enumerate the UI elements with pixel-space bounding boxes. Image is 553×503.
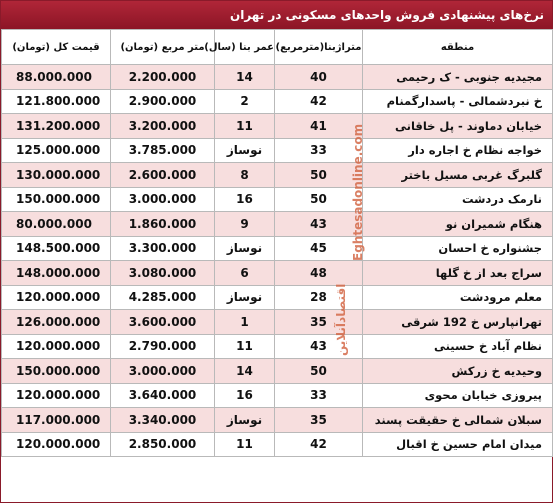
table-row xyxy=(2,114,553,139)
cell-price-per-m2: 4.285.000 xyxy=(111,285,215,310)
cell-area: 41 xyxy=(275,114,363,139)
cell-age: 11 xyxy=(215,114,275,139)
table-row xyxy=(2,408,553,433)
cell-region: نارمک دردشت xyxy=(363,187,553,212)
table-row xyxy=(2,187,553,212)
cell-area: 35 xyxy=(275,408,363,433)
table-row xyxy=(2,212,553,237)
cell-price-per-m2: 2.600.000 xyxy=(111,163,215,188)
cell-age: نوساز xyxy=(215,236,275,261)
cell-region: معلم مرودشت xyxy=(363,285,553,310)
cell-age: 8 xyxy=(215,163,275,188)
cell-price-per-m2: 3.600.000 xyxy=(111,310,215,335)
table-row xyxy=(2,310,553,335)
cell-total-price: 125.000.000 xyxy=(2,138,111,163)
header-region: منطقه xyxy=(363,30,553,65)
cell-price-per-m2: 1.860.000 xyxy=(111,212,215,237)
table-row xyxy=(2,65,553,90)
header-row xyxy=(2,30,553,65)
cell-age: 14 xyxy=(215,359,275,384)
cell-price-per-m2: 3.340.000 xyxy=(111,408,215,433)
cell-area: 43 xyxy=(275,334,363,359)
cell-region: جشنواره خ احسان xyxy=(363,236,553,261)
cell-age: نوساز xyxy=(215,408,275,433)
cell-area: 42 xyxy=(275,89,363,114)
cell-area: 33 xyxy=(275,138,363,163)
cell-price-per-m2: 3.785.000 xyxy=(111,138,215,163)
cell-price-per-m2: 2.900.000 xyxy=(111,89,215,114)
cell-total-price: 120.000.000 xyxy=(2,334,111,359)
table-row xyxy=(2,285,553,310)
cell-age: نوساز xyxy=(215,285,275,310)
cell-price-per-m2: 2.850.000 xyxy=(111,432,215,457)
cell-region: نظام آباد خ حسینی xyxy=(363,334,553,359)
cell-region: پیروزی خیابان محوی xyxy=(363,383,553,408)
cell-region: هنگام شمیران نو xyxy=(363,212,553,237)
cell-total-price: 130.000.000 xyxy=(2,163,111,188)
table-row xyxy=(2,261,553,286)
cell-price-per-m2: 3.000.000 xyxy=(111,359,215,384)
cell-age: نوساز xyxy=(215,138,275,163)
cell-region: میدان امام حسین خ اقبال xyxy=(363,432,553,457)
cell-price-per-m2: 3.300.000 xyxy=(111,236,215,261)
cell-area: 43 xyxy=(275,212,363,237)
cell-total-price: 148.500.000 xyxy=(2,236,111,261)
price-table xyxy=(1,29,553,457)
cell-area: 28 xyxy=(275,285,363,310)
cell-total-price: 150.000.000 xyxy=(2,187,111,212)
cell-total-price: 120.000.000 xyxy=(2,432,111,457)
cell-price-per-m2: 3.000.000 xyxy=(111,187,215,212)
cell-age: 9 xyxy=(215,212,275,237)
watermark-site: Eghtesadonline.com xyxy=(351,123,365,261)
table-row xyxy=(2,359,553,384)
cell-price-per-m2: 3.640.000 xyxy=(111,383,215,408)
cell-total-price: 117.000.000 xyxy=(2,408,111,433)
cell-region: تهرانپارس خ 192 شرقی xyxy=(363,310,553,335)
cell-total-price: 131.200.000 xyxy=(2,114,111,139)
cell-region: وحیدیه خ زرکش xyxy=(363,359,553,384)
cell-region: خواجه نظام خ اجاره دار xyxy=(363,138,553,163)
cell-region: گلبرگ غربی مسیل باختر xyxy=(363,163,553,188)
cell-area: 50 xyxy=(275,359,363,384)
cell-area: 40 xyxy=(275,65,363,90)
cell-age: 2 xyxy=(215,89,275,114)
table-row xyxy=(2,236,553,261)
cell-total-price: 120.000.000 xyxy=(2,285,111,310)
header-price-per-m2: متر مربع (تومان) xyxy=(111,30,215,65)
table-title: نرخ‌های پیشنهادی فروش واحدهای مسکونی در تهران xyxy=(1,1,552,29)
header-area: متراژبنا(مترمربع) xyxy=(275,30,363,65)
table-row xyxy=(2,89,553,114)
cell-age: 16 xyxy=(215,187,275,212)
cell-region: سراج بعد از خ گلها xyxy=(363,261,553,286)
cell-total-price: 150.000.000 xyxy=(2,359,111,384)
cell-age: 6 xyxy=(215,261,275,286)
cell-age: 11 xyxy=(215,432,275,457)
watermark-name: اقتصادآنلاین xyxy=(334,283,348,356)
header-age: عمر بنا (سال) xyxy=(215,30,275,65)
table-row xyxy=(2,383,553,408)
cell-area: 35 xyxy=(275,310,363,335)
cell-total-price: 121.800.000 xyxy=(2,89,111,114)
cell-total-price: 120.000.000 xyxy=(2,383,111,408)
cell-price-per-m2: 3.200.000 xyxy=(111,114,215,139)
cell-total-price: 126.000.000 xyxy=(2,310,111,335)
cell-price-per-m2: 2.200.000 xyxy=(111,65,215,90)
cell-total-price: 80.000.000 xyxy=(2,212,111,237)
cell-price-per-m2: 3.080.000 xyxy=(111,261,215,286)
table-row xyxy=(2,138,553,163)
header-total-price: قیمت کل (تومان) xyxy=(2,30,111,65)
cell-total-price: 88.000.000 xyxy=(2,65,111,90)
table-row xyxy=(2,163,553,188)
cell-age: 11 xyxy=(215,334,275,359)
cell-region: مجیدیه جنوبی - ک رحیمی xyxy=(363,65,553,90)
cell-age: 16 xyxy=(215,383,275,408)
cell-region: سبلان شمالی خ حقیقت پسند xyxy=(363,408,553,433)
table-row xyxy=(2,432,553,457)
cell-area: 50 xyxy=(275,187,363,212)
cell-area: 42 xyxy=(275,432,363,457)
table-row xyxy=(2,334,553,359)
cell-region: خ نبردشمالی - پاسدارگمنام xyxy=(363,89,553,114)
cell-region: خیابان دماوند - پل خاقانی xyxy=(363,114,553,139)
cell-price-per-m2: 2.790.000 xyxy=(111,334,215,359)
cell-area: 50 xyxy=(275,163,363,188)
cell-age: 14 xyxy=(215,65,275,90)
cell-area: 45 xyxy=(275,236,363,261)
cell-age: 1 xyxy=(215,310,275,335)
cell-area: 33 xyxy=(275,383,363,408)
cell-area: 48 xyxy=(275,261,363,286)
cell-total-price: 148.000.000 xyxy=(2,261,111,286)
